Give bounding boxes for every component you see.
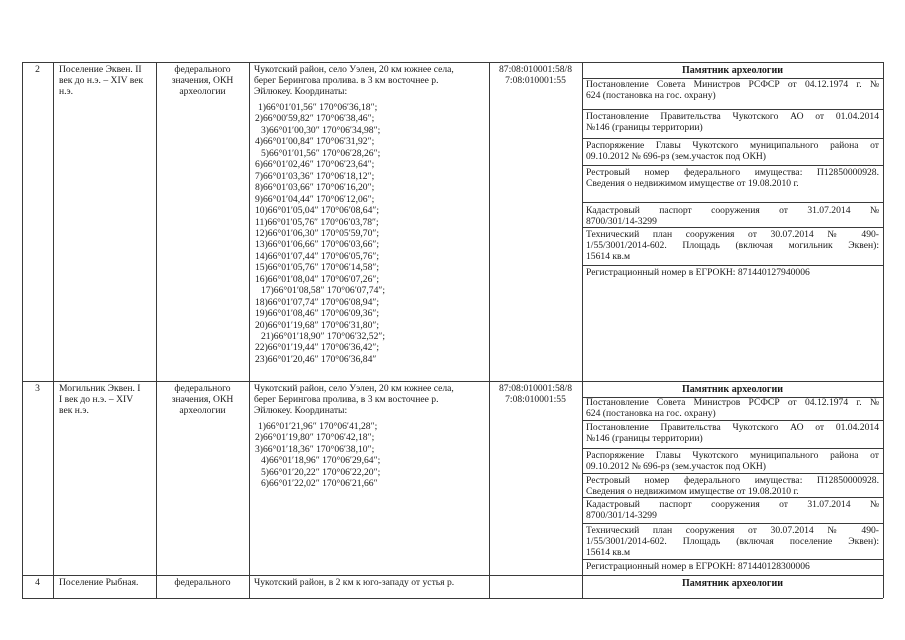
doc-text: №146 (границы территории) [586,432,703,444]
cadastre-number: 7:08:010001:55 [505,74,566,86]
doc-heading: Памятник археологии [682,384,783,395]
coordinate-line: 2)66°01′19,80″ 170°06′42,18″; [255,432,375,444]
coordinate-line: 4)66°01′00,84″ 170°06′31,92″; [255,136,375,148]
doc-text: Кадастровый паспорт сооружения от 31.07.2014 № [586,499,879,510]
column-border [53,62,54,598]
object-address: Эйлюкеу. Координаты: [254,85,348,97]
doc-text: Технический план сооружения от 30.07.2014 № 490- [586,229,879,240]
coordinate-line: 14)66°01′07,44″ 170°06′05,76″; [255,250,380,262]
doc-text: 1/55/3001/2014-602. Площадь (включая могильник Эквен): [586,239,879,251]
object-category: археологии [179,85,226,97]
coordinate-line: 23)66°01′20,46″ 170°06′36,84″ [255,353,377,365]
object-category: федерального [174,64,231,75]
object-name: век н.э. [59,404,89,416]
row-border [22,598,883,599]
doc-text: Технический план сооружения от 30.07.2014 № 490- [586,525,879,536]
doc-text: Регистрационный номер в ЕГРОКН: 871440127940006 [586,267,810,278]
doc-text: 624 (постановка на гос. охрану) [586,89,716,101]
doc-text: 8700/301/14-3299 [586,215,657,227]
column-border [582,62,583,598]
coordinate-line: 21)66°01′18,90″ 170°06′32,52″; [261,331,386,342]
doc-separator [582,420,883,421]
object-address: берег Берингова пролива. в 3 км восточнее р. [254,74,439,86]
object-category: археологии [179,404,226,416]
doc-text: Сведения о недвижимом имуществе от 19.08.2010 г. [586,177,799,189]
column-border [156,62,157,598]
doc-text: Постановление Совета Министров РСФСР от 04.12.1974 г. № [586,397,879,408]
doc-heading: Памятник археологии [682,65,783,76]
doc-text: Распоряжение Главы Чукотского муниципального района от [586,140,879,151]
doc-text: 8700/301/14-3299 [586,509,657,521]
doc-separator [582,448,883,449]
coordinate-line: 10)66°01′05,04″ 170°06′08,64″; [255,205,380,217]
coordinate-line: 15)66°01′05,76″ 170°06′14,58″; [255,262,380,274]
coordinate-line: 19)66°01′08,46″ 170°06′09,36″; [255,308,380,320]
doc-text: Регистрационный номер в ЕГРОКН: 871440128300006 [586,561,810,572]
column-border [883,62,884,598]
object-name: век до н.э. – XIV век [59,74,144,86]
object-category: федерального [174,577,231,588]
doc-separator [582,473,883,474]
doc-text: 15614 кв.м [586,546,631,558]
coordinate-line: 6)66°01′02,46″ 170°06′23,64″; [255,159,375,171]
object-address: Чукотский район, в 2 км к юго-западу от устья р. [254,577,455,588]
coordinate-line: 3)66°01′00,30″ 170°06′34,98″; [261,124,381,136]
doc-text: Кадастровый паспорт сооружения от 31.07.2014 № [586,205,879,216]
doc-text: 09.10.2012 № 696-рз (зем.участок под ОКН) [586,460,766,472]
coordinate-line: 1)66°01′01,56″ 170°06′36,18″; [258,102,378,113]
doc-text: 624 (постановка на гос. охрану) [586,407,716,419]
object-name: Поселение Рыбная. [59,577,139,588]
object-category: значения, ОКН [171,74,234,86]
coordinate-line: 12)66°01′06,30″ 170°05′59,70″; [255,227,380,239]
row-border [22,575,883,576]
doc-text: Сведения о недвижимом имуществе от 19.08.2010 г. [586,485,799,497]
coordinate-line: 3)66°01′18,36″ 170°06′38,10″; [255,443,375,455]
doc-separator [582,109,883,110]
doc-text: 09.10.2012 № 696-рз (зем.участок под ОКН) [586,150,766,162]
column-border [22,62,23,598]
coordinate-line: 6)66°01′22,02″ 170°06′21,66″ [261,478,378,490]
doc-text: Рестровый номер федерального имущества: П12850000928. [586,475,879,486]
object-name: н.э. [59,85,74,97]
coordinate-line: 9)66°01′04,44″ 170°06′12,06″; [255,193,375,205]
coordinate-line: 5)66°01′20,22″ 170°06′22,20″; [261,466,381,478]
doc-text: Распоряжение Главы Чукотского муниципального района от [586,450,879,461]
doc-separator [582,265,883,266]
coordinate-line: 20)66°01′19,68″ 170°06′31,80″; [255,319,380,331]
coordinate-line: 8)66°01′03,66″ 170°06′16,20″; [255,182,375,194]
coordinate-line: 4)66°01′18,96″ 170°06′29,64″; [261,455,381,467]
coordinate-line: 7)66°01′03,36″ 170°06′18,12″; [255,170,375,182]
object-category: значения, ОКН [171,393,234,405]
object-address: берег Берингова пролива, в 3 км восточнее р. [254,393,439,405]
doc-text: Постановление Правительства Чукотского АО от 01.04.2014 [586,111,879,122]
coordinate-line: 16)66°01′08,04″ 170°06′07,26″; [255,273,380,285]
object-category: федерального [174,383,231,394]
doc-text: Постановление Совета Министров РСФСР от 04.12.1974 г. № [586,79,879,90]
doc-separator [582,227,883,228]
coordinate-line: 1)66°01′21,96″ 170°06′41,28″; [258,421,378,432]
cadastre-number: 87:08:010001:58/8 [498,383,573,394]
object-name: Могильник Эквен. I [59,383,141,394]
coordinate-line: 11)66°01′05,76″ 170°06′03,78″; [255,216,379,228]
doc-separator [582,559,883,560]
column-border [249,62,250,598]
doc-separator [582,202,883,203]
doc-text: Рестровый номер федерального имущества: П12850000928. [586,167,879,178]
cadastre-number: 7:08:010001:55 [505,393,566,405]
coordinate-line: 2)66°00′59,82″ 170°06′38,46″; [255,113,375,125]
doc-separator [582,523,883,524]
coordinate-line: 17)66°01′08,58″ 170°06′07,74″; [261,285,386,297]
doc-separator [582,138,883,139]
coordinate-line: 13)66°01′06,66″ 170°06′03,66″; [255,239,380,251]
object-name: Поселение Эквен. II [59,64,142,75]
doc-separator [582,165,883,166]
row-border [22,62,883,63]
row-number: 4 [35,577,40,588]
object-name: I век до н.э. – XIV [59,393,134,405]
row-number: 3 [35,383,40,394]
object-address: Эйлюкеу. Координаты: [254,404,348,416]
doc-text: 15614 кв.м [586,250,631,262]
doc-text: №146 (границы территории) [586,121,703,133]
coordinate-line: 5)66°01′01,56″ 170°06′28,26″; [261,147,381,159]
doc-text: 1/55/3001/2014-602. Площадь (включая поселение Эквен): [586,535,879,547]
row-number: 2 [35,64,40,75]
coordinate-line: 18)66°01′07,74″ 170°06′08,94″; [255,296,380,308]
doc-separator [582,497,883,498]
row-border [22,381,883,382]
object-address: Чукотский район, село Уэлен, 20 км южнее села, [254,64,454,75]
coordinate-line: 22)66°01′19,44″ 170°06′36,42″; [255,342,380,354]
column-border [489,62,490,598]
cadastre-number: 87:08:010001:58/8 [498,64,573,75]
doc-text: Постановление Правительства Чукотского АО от 01.04.2014 [586,422,879,433]
doc-heading: Памятник археологии [682,578,783,589]
object-address: Чукотский район, село Уэлен, 20 км южнее села, [254,383,454,394]
